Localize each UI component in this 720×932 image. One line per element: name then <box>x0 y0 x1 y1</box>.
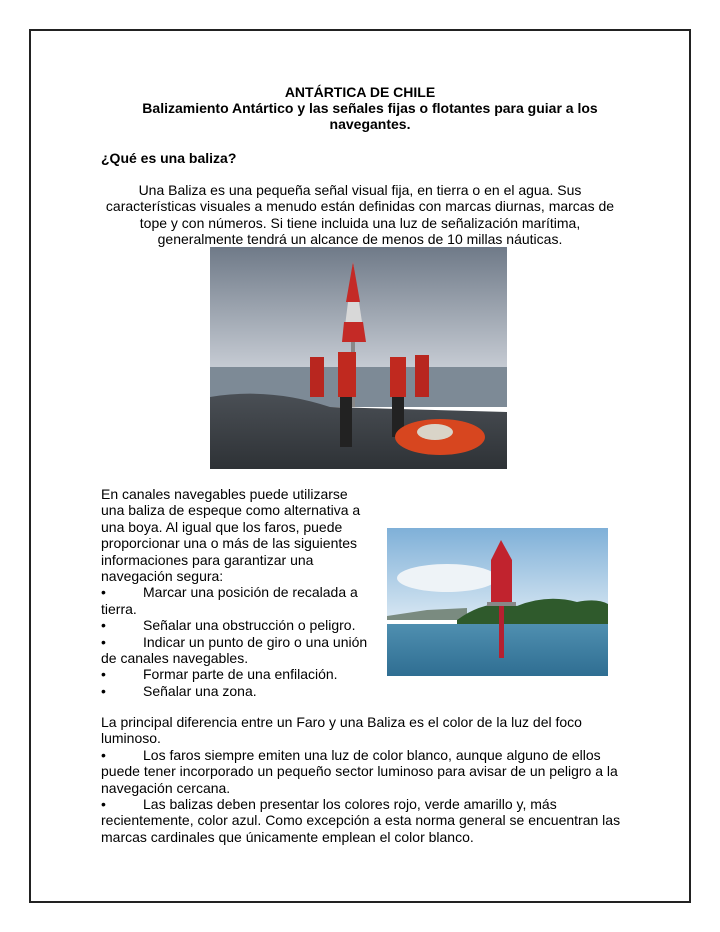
section-heading: ¿Qué es una baliza? <box>101 150 237 166</box>
photo-spar-beacon <box>387 528 608 676</box>
list-item: • Formar parte de una enfilación. <box>101 666 338 683</box>
list-item: • Marcar una posición de recalada a tierra. <box>101 584 358 617</box>
section2-paragraph: En canales navegables puede utilizarse una baliza de espeque como alternativa a una boya. Al igual que los faros, puede proporcionar una o más de las siguientes informaciones para garantizar una navegación segura: <box>101 486 361 585</box>
list-item: • Las balizas deben presentar los colores rojo, verde amarillo y, más recientemente, color azul. Como excepción a esta norma general se encuentran las marcas cardinales que únicamente emplean el color blanco. <box>101 796 621 845</box>
section2-block <box>101 486 369 699</box>
document-subtitle: Balizamiento Antártico y las señales fijas o flotantes para guiar a los navegantes. <box>142 100 598 133</box>
list-item: • Indicar un punto de giro o una unión de canales navegables. <box>101 633 368 667</box>
section3-block <box>101 714 621 845</box>
list-item: • Señalar una zona. <box>101 682 257 699</box>
list-item: • Los faros siempre emiten una luz de color blanco, aunque alguno de ellos puede tener incorporado un pequeño sector luminoso para avisar de un peligro a la navegación cercana. <box>101 746 618 796</box>
photo-beacon-installation <box>210 247 507 469</box>
section3-paragraph: La principal diferencia entre un Faro y una Baliza es el color de la luz del foco luminoso. <box>101 714 582 747</box>
intro-paragraph: Una Baliza es una pequeña señal visual fija, en tierra o en el agua. Sus características visuales a menudo están definidas con marcas diurnas, marcas de tope y con números. Si tiene incluida una luz de señalización marítima, generalmente tendrá un alcance de menos de 10 millas náuticas. <box>105 182 615 248</box>
document-title: ANTÁRTICA DE CHILE <box>284 84 436 100</box>
list-item: • Señalar una obstrucción o peligro. <box>101 617 356 634</box>
